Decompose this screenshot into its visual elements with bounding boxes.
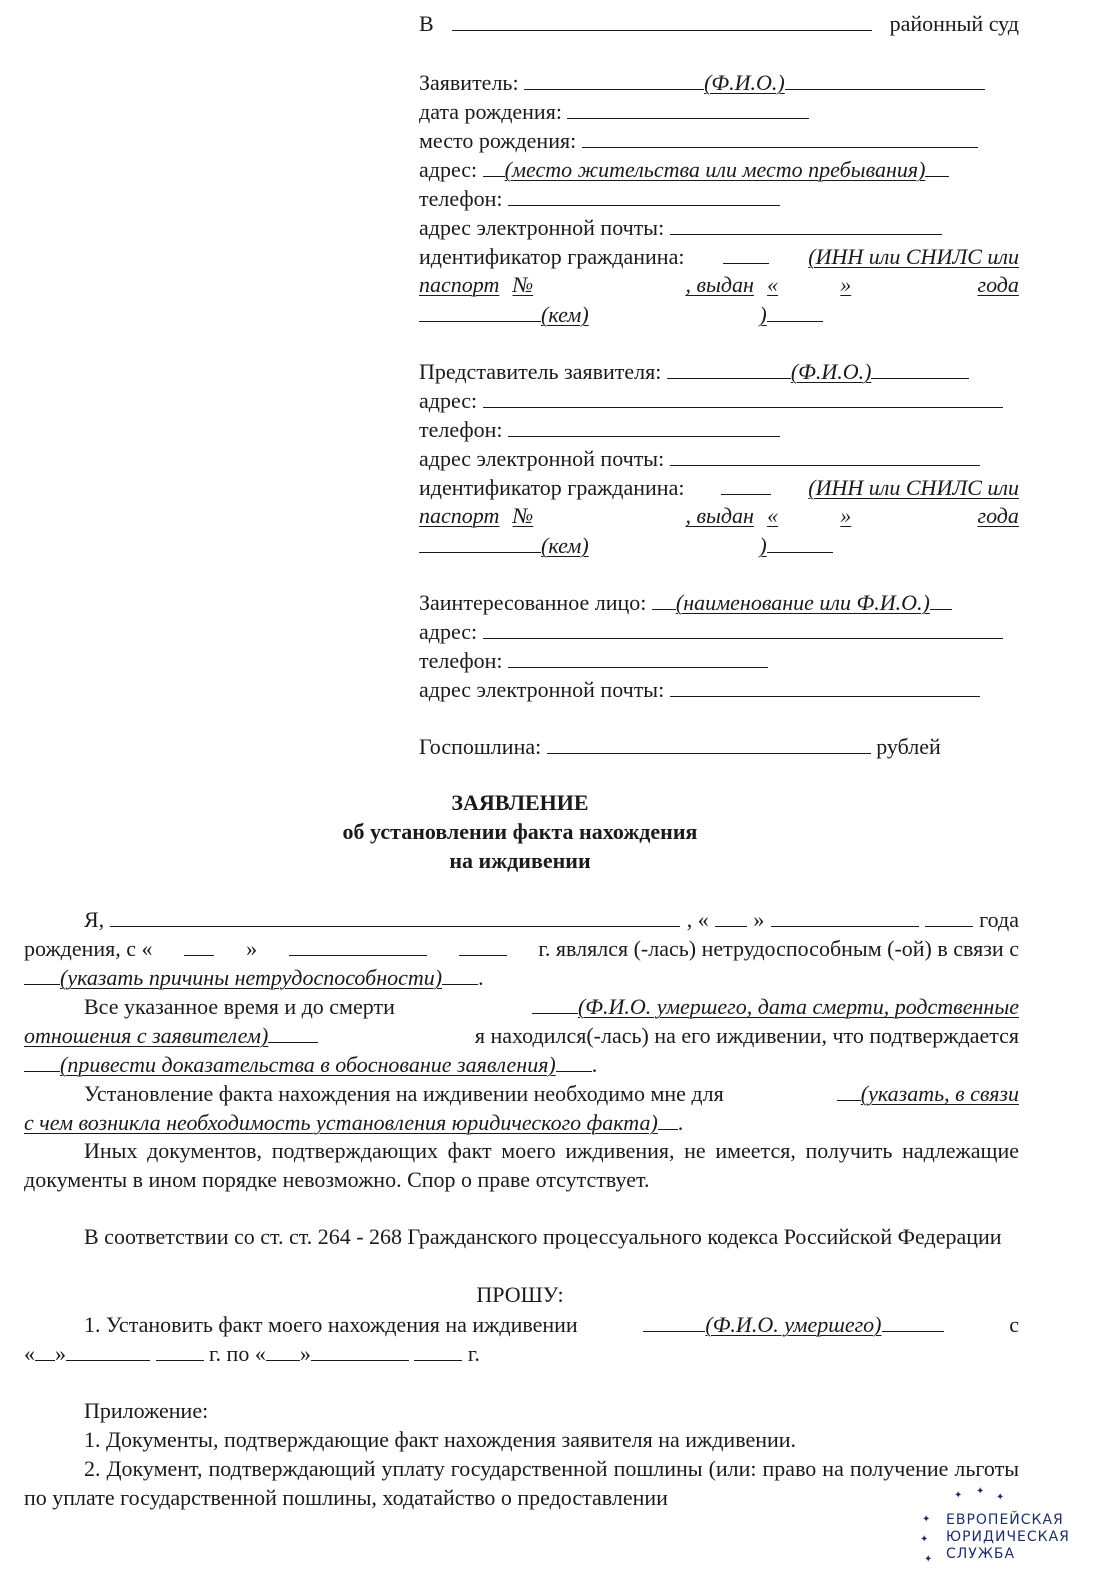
- passport-label: паспорт: [419, 272, 500, 297]
- applicant-fio-blank-left[interactable]: [524, 67, 704, 90]
- p5-paragraph: В соответствии со ст. ст. 264 - 268 Гражданского процессуального кодекса Российской Федерации: [84, 1224, 1002, 1249]
- interested-hint: (наименование или Ф.И.О.): [675, 590, 930, 615]
- request-line2: [24, 1338, 480, 1367]
- p2-line3: [24, 1049, 597, 1078]
- representative-label: Представитель заявителя:: [419, 359, 662, 384]
- p3-purpose-hint: (указать, в связи: [860, 1081, 1019, 1106]
- rep-fio-blank-left[interactable]: [667, 356, 791, 379]
- address-label: адрес:: [419, 157, 478, 182]
- p2-line2: [24, 1020, 1019, 1049]
- request-text: с: [1009, 1312, 1019, 1337]
- rep-passport-num-sign: №: [512, 503, 534, 528]
- address-blank-left[interactable]: [483, 154, 505, 177]
- p2-evidence-blank-left[interactable]: [24, 1049, 60, 1072]
- rep-passport-year: года: [977, 503, 1019, 528]
- rep-id: [419, 472, 1019, 501]
- p1-text: рождения, с «: [24, 936, 153, 961]
- passport-year: года: [977, 272, 1019, 297]
- p1-line3: [24, 962, 484, 991]
- p1-reason-blank-right[interactable]: [442, 962, 478, 985]
- request-to-day-blank[interactable]: [266, 1338, 300, 1361]
- p1-reason-blank-left[interactable]: [24, 962, 60, 985]
- quote-close: »: [840, 272, 852, 297]
- court-prefix: В: [419, 11, 434, 36]
- rep-id-label: идентификатор гражданина:: [419, 475, 685, 500]
- p2-text: Все указанное время и до смерти: [84, 994, 395, 1019]
- rep-passport: [419, 501, 1019, 530]
- request-text: г.: [467, 1341, 480, 1366]
- phone-blank[interactable]: [508, 183, 780, 206]
- interested-address-blank[interactable]: [483, 616, 1003, 639]
- p1-text: года: [979, 907, 1019, 932]
- rep-email-blank[interactable]: [670, 443, 980, 466]
- attachment-item-2: 2. Документ, подтверждающий уплату государственной пошлины (или: право на получение льготы по уплате государственной пошлины, ходатайство о предоставлении: [24, 1456, 1019, 1510]
- p2-text: .: [591, 1052, 598, 1077]
- court-name-blank[interactable]: [452, 8, 872, 31]
- birth-place-label: место рождения:: [419, 128, 577, 153]
- issued-by-hint: (кем): [541, 302, 589, 327]
- rep-phone: [419, 414, 780, 443]
- request-text: 1. Установить факт моего нахождения на иждивении: [84, 1312, 578, 1337]
- court-line: [419, 8, 1019, 37]
- rep-email: [419, 443, 980, 472]
- quote-open: «: [767, 272, 779, 297]
- doc-subtitle-1: об установлении факта нахождения: [342, 819, 698, 844]
- attachments-heading: Приложение:: [84, 1398, 209, 1423]
- applicant-birth-date: [419, 96, 809, 125]
- representative-line: [419, 356, 969, 385]
- doc-subtitle-2: на иждивении: [449, 848, 591, 873]
- address-blank-right[interactable]: [925, 154, 949, 177]
- p1-from-day-blank[interactable]: [184, 933, 214, 956]
- p3-purpose-hint-2: с чем возникла необходимость установления юридического факта): [24, 1110, 658, 1135]
- rep-phone-label: телефон:: [419, 417, 503, 442]
- request-line1: [24, 1309, 1019, 1338]
- request-text: »: [55, 1341, 66, 1366]
- request-deceased-blank-right[interactable]: [882, 1309, 944, 1332]
- email-label: адрес электронной почты:: [419, 215, 665, 240]
- star-icon: ✦: [922, 1514, 931, 1525]
- applicant-passport: [419, 270, 1019, 299]
- p1-month-blank[interactable]: [771, 904, 919, 927]
- rep-address-blank[interactable]: [483, 385, 1003, 408]
- interested-phone-label: телефон:: [419, 648, 503, 673]
- interested-phone: [419, 645, 768, 674]
- p1-reason-hint: (указать причины нетрудоспособности): [60, 965, 443, 990]
- p2-line1: [24, 991, 1019, 1020]
- applicant-phone: [419, 183, 780, 212]
- rep-issued-by-hint: (кем): [541, 533, 589, 558]
- p1-text: »: [246, 936, 258, 961]
- interested-email-label: адрес электронной почты:: [419, 677, 665, 702]
- watermark-line-1: ЕВРОПЕЙСКАЯ: [946, 1512, 1064, 1528]
- request-deceased-blank-left[interactable]: [643, 1309, 705, 1332]
- p3-purpose-blank-2[interactable]: [658, 1107, 678, 1130]
- address-hint: (место жительства или место пребывания): [504, 157, 926, 182]
- p2-evidence-blank-right[interactable]: [556, 1049, 592, 1072]
- id-hint: (ИНН или СНИЛС или: [808, 244, 1019, 269]
- star-icon: ✦: [976, 1486, 985, 1497]
- interested-email: [419, 674, 980, 703]
- p1-day-blank[interactable]: [715, 904, 747, 927]
- fee-label: Госпошлина:: [419, 734, 542, 759]
- interested-blank-right[interactable]: [930, 587, 952, 610]
- p1-text: .: [478, 965, 484, 990]
- issued-by-blank-right[interactable]: [767, 299, 823, 322]
- watermark-line-2: ЮРИДИЧЕСКАЯ: [946, 1529, 1070, 1545]
- interested-email-blank[interactable]: [670, 674, 980, 697]
- p1-text: »: [753, 907, 765, 932]
- p4-paragraph: Иных документов, подтверждающих факт моего иждивения, не имеется, получить надлежащие документы в ином порядке невозможно. Спор о праве отсутствует.: [24, 1138, 1019, 1192]
- p3-text: .: [677, 1110, 684, 1135]
- fee-line: [419, 731, 941, 760]
- rep-passport-label: паспорт: [419, 503, 500, 528]
- rep-email-label: адрес электронной почты:: [419, 446, 665, 471]
- applicant-fio-hint: (Ф.И.О.): [704, 70, 785, 95]
- star-icon: ✦: [924, 1554, 933, 1565]
- passport-issued: , выдан: [685, 272, 754, 297]
- star-icon: ✦: [920, 1534, 929, 1545]
- birth-date-label: дата рождения:: [419, 99, 562, 124]
- p1-year-blank[interactable]: [925, 904, 973, 927]
- birth-date-blank[interactable]: [567, 96, 809, 119]
- interested-blank-left[interactable]: [652, 587, 676, 610]
- phone-label: телефон:: [419, 186, 503, 211]
- p2-deceased-blank[interactable]: [532, 991, 578, 1014]
- applicant-issued-by: [419, 299, 823, 328]
- applicant-label: Заявитель:: [419, 70, 519, 95]
- applicant-id: [419, 241, 1019, 270]
- p1-line2: [24, 933, 1019, 962]
- p1-text: Я,: [84, 907, 105, 932]
- interested-phone-blank[interactable]: [508, 645, 768, 668]
- id-blank[interactable]: [723, 241, 769, 264]
- applicant-line: [419, 67, 985, 96]
- applicant-email: [419, 212, 942, 241]
- rep-fio-blank-right[interactable]: [871, 356, 969, 379]
- rep-fio-hint: (Ф.И.О.): [790, 359, 872, 384]
- request-text: «: [24, 1341, 35, 1366]
- request-to-month-blank[interactable]: [311, 1338, 409, 1361]
- rep-id-hint: (ИНН или СНИЛС или: [808, 475, 1019, 500]
- quote-open: «: [767, 503, 779, 528]
- watermark-logo: [918, 1486, 1093, 1586]
- rep-id-blank[interactable]: [721, 472, 771, 495]
- request-from-year-blank[interactable]: [156, 1338, 204, 1361]
- p1-text: г. являлся (-лась) нетрудоспособным (-ой) в связи с: [538, 936, 1019, 961]
- p3-line1: [24, 1078, 1019, 1107]
- request-from-month-blank[interactable]: [66, 1338, 150, 1361]
- p1-name-blank[interactable]: [110, 904, 680, 927]
- quote-close: »: [840, 503, 852, 528]
- request-heading: ПРОШУ:: [476, 1282, 564, 1307]
- request-deceased-hint: (Ф.И.О. умершего): [705, 1312, 882, 1337]
- watermark-line-3: СЛУЖБА: [946, 1546, 1016, 1562]
- p1-from-year-blank[interactable]: [459, 933, 507, 956]
- issued-by-close: ): [759, 302, 767, 327]
- email-blank[interactable]: [670, 212, 942, 235]
- fee-blank[interactable]: [547, 731, 871, 754]
- request-to-year-blank[interactable]: [414, 1338, 462, 1361]
- doc-title: ЗАЯВЛЕНИЕ: [451, 790, 589, 815]
- p1-line1: [24, 904, 1019, 933]
- rep-issued-by-close: ): [759, 533, 767, 558]
- p2-text: я находился(-лась) на его иждивении, что подтверждается: [474, 1023, 1019, 1048]
- request-text: г. по «: [209, 1341, 266, 1366]
- interested-address: [419, 616, 1003, 645]
- p3-text: Установление факта нахождения на иждивении необходимо мне для: [84, 1081, 724, 1106]
- court-suffix: районный суд: [889, 11, 1019, 36]
- p3-line2: [24, 1107, 683, 1136]
- interested-line: [419, 587, 952, 616]
- request-from-day-blank[interactable]: [35, 1338, 55, 1361]
- rep-issued-by-blank-left[interactable]: [419, 530, 541, 553]
- applicant-birth-place: [419, 125, 978, 154]
- fee-unit: рублей: [876, 734, 941, 759]
- p2-relation-hint: отношения с заявителем): [24, 1023, 269, 1048]
- interested-label: Заинтересованное лицо:: [419, 590, 647, 615]
- attachment-item-1: 1. Документы, подтверждающие факт нахождения заявителя на иждивении.: [84, 1427, 797, 1452]
- rep-issued-by: [419, 530, 833, 559]
- p2-evidence-hint: (привести доказательства в обоснование заявления): [60, 1052, 556, 1077]
- p1-from-month-blank[interactable]: [289, 933, 427, 956]
- star-icon: ✦: [996, 1492, 1005, 1503]
- id-label: идентификатор гражданина:: [419, 244, 685, 269]
- p1-text: , «: [686, 907, 709, 932]
- birth-place-blank[interactable]: [582, 125, 978, 148]
- rep-phone-blank[interactable]: [508, 414, 780, 437]
- rep-address: [419, 385, 1003, 414]
- p2-relation-blank[interactable]: [268, 1020, 318, 1043]
- issued-by-blank-left[interactable]: [419, 299, 541, 322]
- p2-deceased-hint: (Ф.И.О. умершего, дата смерти, родственные: [577, 994, 1019, 1019]
- request-text: »: [299, 1341, 311, 1366]
- rep-issued-by-blank-right[interactable]: [767, 530, 833, 553]
- interested-address-label: адрес:: [419, 619, 478, 644]
- rep-address-label: адрес:: [419, 388, 478, 413]
- applicant-address: [419, 154, 949, 183]
- rep-passport-issued: , выдан: [685, 503, 754, 528]
- applicant-fio-blank-right[interactable]: [785, 67, 985, 90]
- p3-purpose-blank[interactable]: [837, 1078, 861, 1101]
- passport-num-sign: №: [512, 272, 534, 297]
- star-icon: ✦: [954, 1490, 963, 1501]
